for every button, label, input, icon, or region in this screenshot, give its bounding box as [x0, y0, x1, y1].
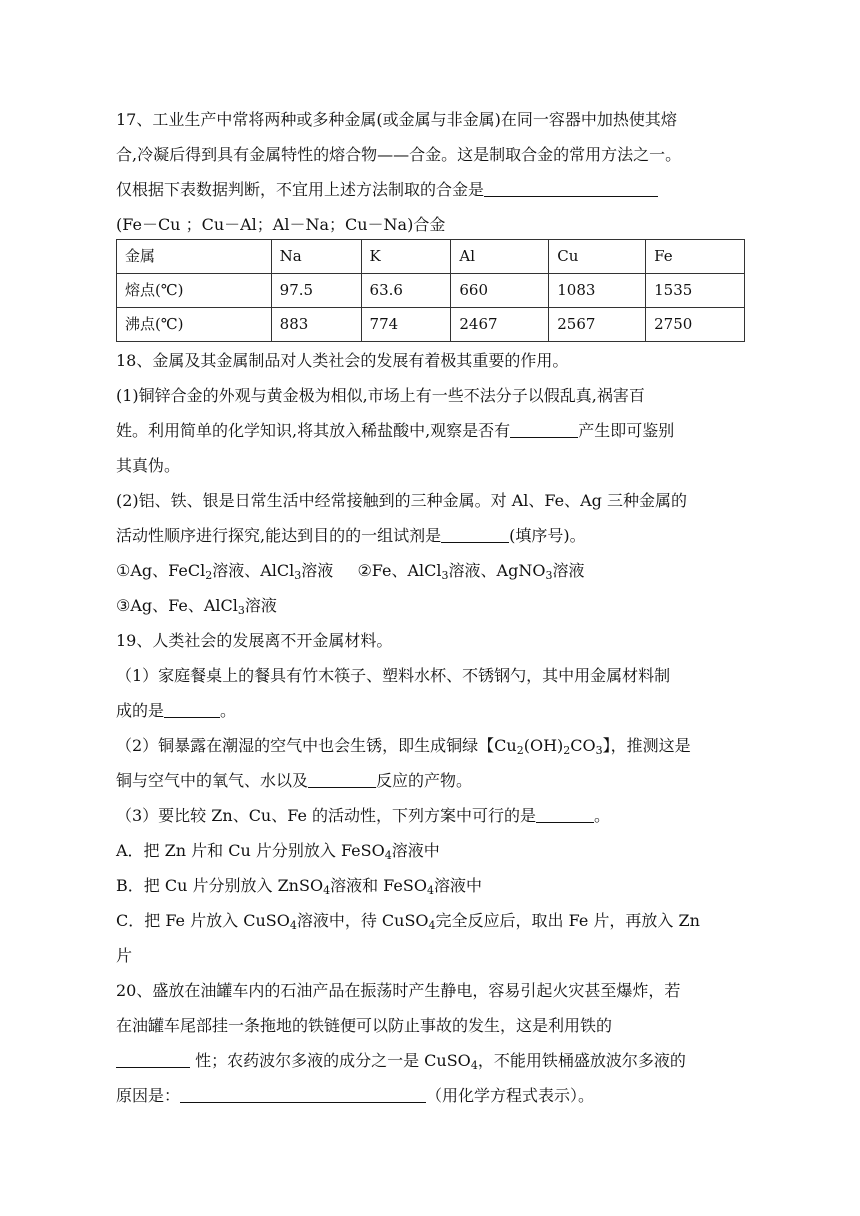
- q18-line2: (1)铜锌合金的外观与黄金极为相似,市场上有一些不法分子以假乱真,祸害百: [116, 386, 645, 405]
- table-cell: 熔点(℃): [117, 274, 272, 308]
- q17-line4: (Fe－Cu ；Cu－Al；Al－Na；Cu－Na)合金: [116, 215, 446, 234]
- text: ①Ag、FeCl: [116, 561, 206, 580]
- table-header-cell: Cu: [549, 240, 646, 274]
- q18-line6-text: 活动性顺序进行探究,能达到目的的一组试剂是: [116, 526, 442, 545]
- text: 溶液中: [391, 841, 440, 860]
- table-cell: 2750: [646, 308, 745, 342]
- q20-line2: 在油罐车尾部挂一条拖地的铁链便可以防止事故的发生，这是利用铁的: [116, 1016, 613, 1035]
- table-cell: 1083: [549, 274, 646, 308]
- text: 溶液和 FeSO: [330, 876, 427, 895]
- subscript: 3: [237, 604, 245, 617]
- text: 溶液: [301, 561, 334, 580]
- q18-line4: 其真伪。: [116, 456, 181, 475]
- text: ③Ag、Fe、AlCl: [116, 596, 238, 615]
- text: C．把 Fe 片放入 CuSO: [116, 911, 290, 930]
- q20-blank-1[interactable]: [116, 1049, 190, 1068]
- q20-line1: 20、盛放在油罐车内的石油产品在振荡时产生静电，容易引起火灾甚至爆炸，若: [116, 981, 681, 1000]
- text: A．把 Zn 片和 Cu 片分别放入 FeSO: [116, 841, 385, 860]
- q18-line1: 18、金属及其金属制品对人类社会的发展有着极其重要的作用。: [116, 351, 569, 370]
- q19-blank-1[interactable]: [164, 699, 220, 718]
- text: B．把 Cu 片分别放入 ZnSO: [116, 876, 324, 895]
- table-cell: 沸点(℃): [117, 308, 272, 342]
- text: （3）要比较 Zn、Cu、Fe 的活动性，下列方案中可行的是: [116, 806, 537, 825]
- q18-option-2: [357, 561, 584, 580]
- q18-line3: [116, 413, 674, 448]
- subscript: 4: [428, 919, 436, 932]
- q17-line3: [116, 172, 658, 207]
- text: 溶液: [244, 596, 277, 615]
- subscript: 3: [595, 744, 603, 757]
- text: 溶液: [552, 561, 585, 580]
- q19-option-c-cont: 片: [116, 946, 133, 965]
- subscript: 3: [294, 569, 302, 582]
- text: 反应的产物。: [376, 771, 473, 790]
- text: 溶液中: [433, 876, 482, 895]
- subscript: 4: [470, 1059, 478, 1072]
- text: 。: [220, 701, 237, 720]
- table-cell: 2467: [451, 308, 549, 342]
- q19-line1: 19、人类社会的发展离不开金属材料。: [116, 631, 393, 650]
- table-header-cell: Al: [451, 240, 549, 274]
- q19-option-b: [116, 868, 482, 903]
- subscript: 2: [516, 744, 524, 757]
- q18-blank-2[interactable]: [441, 524, 509, 543]
- text: ，不能用铁桶盛放波尔多液的: [477, 1051, 686, 1070]
- q18-line6-tail: (填序号)。: [509, 526, 586, 545]
- q19-option-c: [116, 903, 700, 938]
- subscript: 3: [545, 569, 553, 582]
- table-header-row: [117, 240, 745, 274]
- table-header-cell: Na: [271, 240, 361, 274]
- q19-blank-3[interactable]: [536, 804, 594, 823]
- q20-line4: [116, 1078, 594, 1113]
- q18-options-line: [116, 553, 584, 588]
- q19-option-a: [116, 833, 440, 868]
- q17-line1: 17、工业生产中常将两种或多种金属(或金属与非金属)在同一容器中加热使其熔: [116, 110, 677, 129]
- text: ②Fe、AlCl: [357, 561, 442, 580]
- q18-line3-text: 姓。利用简单的化学知识,将其放入稀盐酸中,观察是否有: [116, 421, 511, 440]
- q19-line2: （1）家庭餐桌上的餐具有竹木筷子、塑料水杯、不锈钢勺，其中用金属材料制: [116, 666, 671, 685]
- text: 完全反应后，取出 Fe 片，再放入 Zn: [435, 911, 700, 930]
- subscript: 4: [289, 919, 297, 932]
- subscript: 4: [384, 849, 392, 862]
- text: （2）铜暴露在潮湿的空气中也会生锈，即生成铜绿【Cu: [116, 736, 517, 755]
- table-cell: 660: [451, 274, 549, 308]
- q18-option-1: [116, 561, 333, 580]
- q19-line3: [116, 693, 236, 728]
- table-header-cell: 金属: [117, 240, 272, 274]
- q20-line3: [116, 1043, 686, 1078]
- table-cell: 2567: [549, 308, 646, 342]
- q18-blank-1[interactable]: [510, 419, 578, 438]
- q18-line5: (2)铝、铁、银是日常生活中经常接触到的三种金属。对 Al、Fe、Ag 三种金属的: [116, 491, 688, 510]
- subscript: 2: [205, 569, 213, 582]
- text: 。: [594, 806, 611, 825]
- q18-line6: [116, 518, 586, 553]
- text: 溶液、AlCl: [212, 561, 295, 580]
- table-row: [117, 308, 745, 342]
- text: 成的是: [116, 701, 165, 720]
- q17-line2: 合,冷凝后得到具有金属特性的熔合物——合金。这是制取合金的常用方法之一。: [116, 145, 682, 164]
- table-cell: 1535: [646, 274, 745, 308]
- text: (OH): [523, 736, 564, 755]
- text: 溶液中，待 CuSO: [296, 911, 429, 930]
- text: 溶液、AgNO: [448, 561, 546, 580]
- q18-line3-tail: 产生即可鉴别: [578, 421, 675, 440]
- q17-line3-text: 仅根据下表数据判断，不宜用上述方法制取的合金是: [116, 180, 485, 199]
- q19-line4: [116, 728, 691, 763]
- text: 原因是：: [116, 1086, 181, 1105]
- table-cell: 63.6: [361, 274, 451, 308]
- q20-blank-2[interactable]: [180, 1084, 426, 1103]
- table-header-cell: K: [361, 240, 451, 274]
- table-cell: 774: [361, 308, 451, 342]
- q17-answer-blank[interactable]: [484, 178, 658, 197]
- q19-blank-2[interactable]: [308, 769, 376, 788]
- text: CO: [570, 736, 596, 755]
- subscript: 4: [323, 884, 331, 897]
- text: 性；农药波尔多液的成分之一是 CuSO: [190, 1051, 471, 1070]
- text: 】，推测这是: [602, 736, 691, 755]
- table-cell: 883: [271, 308, 361, 342]
- metal-data-table: [116, 239, 745, 342]
- text: 铜与空气中的氧气、水以及: [116, 771, 309, 790]
- table-row: [117, 274, 745, 308]
- subscript: 3: [441, 569, 449, 582]
- table-header-cell: Fe: [646, 240, 745, 274]
- subscript: 2: [563, 744, 571, 757]
- table-cell: 97.5: [271, 274, 361, 308]
- text: （用化学方程式表示）。: [426, 1086, 595, 1105]
- q19-line5: [116, 763, 472, 798]
- q19-line6: [116, 798, 610, 833]
- subscript: 4: [426, 884, 434, 897]
- q18-option-3: [116, 588, 277, 623]
